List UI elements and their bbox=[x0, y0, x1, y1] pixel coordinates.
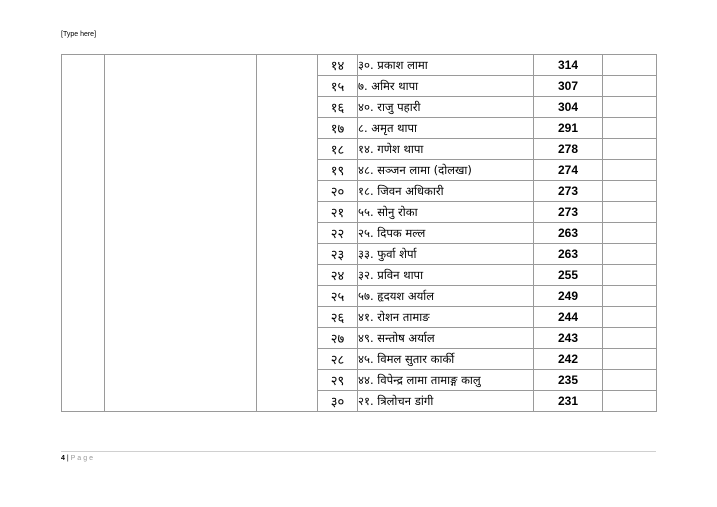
rank-cell: १७ bbox=[318, 118, 358, 139]
blank-cell bbox=[603, 76, 657, 97]
blank-cell bbox=[603, 223, 657, 244]
candidate-name-cell: १८. जिवन अधिकारी bbox=[358, 181, 534, 202]
votes-cell: 274 bbox=[534, 160, 603, 181]
blank-cell bbox=[603, 181, 657, 202]
blank-cell bbox=[603, 391, 657, 412]
rank-cell: १५ bbox=[318, 76, 358, 97]
empty-column-1 bbox=[62, 55, 105, 412]
votes-cell: 307 bbox=[534, 76, 603, 97]
candidate-name-cell: ४८. सञ्जन लामा (दोलखा) bbox=[358, 160, 534, 181]
votes-cell: 273 bbox=[534, 202, 603, 223]
votes-cell: 278 bbox=[534, 139, 603, 160]
empty-column-3 bbox=[257, 55, 318, 412]
page-footer bbox=[61, 455, 95, 462]
candidate-name-cell: ४१. रोशन तामाङ bbox=[358, 307, 534, 328]
rank-cell: १४ bbox=[318, 55, 358, 76]
votes-cell: 235 bbox=[534, 370, 603, 391]
rank-cell: १६ bbox=[318, 97, 358, 118]
rank-cell: २१ bbox=[318, 202, 358, 223]
candidate-name-cell: ४९. सन्तोष अर्याल bbox=[358, 328, 534, 349]
blank-cell bbox=[603, 160, 657, 181]
blank-cell bbox=[603, 97, 657, 118]
rank-cell: २७ bbox=[318, 328, 358, 349]
candidate-name-cell: ३२. प्रविन थापा bbox=[358, 265, 534, 286]
rank-cell: २४ bbox=[318, 265, 358, 286]
candidate-name-cell: २१. त्रिलोचन डांगी bbox=[358, 391, 534, 412]
votes-cell: 243 bbox=[534, 328, 603, 349]
rank-cell: २६ bbox=[318, 307, 358, 328]
blank-cell bbox=[603, 202, 657, 223]
footer-divider bbox=[61, 451, 656, 452]
empty-column-2 bbox=[105, 55, 257, 412]
rank-cell: २२ bbox=[318, 223, 358, 244]
blank-cell bbox=[603, 370, 657, 391]
votes-cell: 263 bbox=[534, 244, 603, 265]
votes-cell: 249 bbox=[534, 286, 603, 307]
votes-cell: 263 bbox=[534, 223, 603, 244]
rank-cell: १९ bbox=[318, 160, 358, 181]
blank-cell bbox=[603, 307, 657, 328]
blank-cell bbox=[603, 139, 657, 160]
blank-cell bbox=[603, 55, 657, 76]
candidate-name-cell: ५५. सोनु रोका bbox=[358, 202, 534, 223]
candidate-name-cell: ७. अमिर थापा bbox=[358, 76, 534, 97]
rank-cell: २८ bbox=[318, 349, 358, 370]
votes-cell: 244 bbox=[534, 307, 603, 328]
votes-cell: 231 bbox=[534, 391, 603, 412]
rank-cell: २३ bbox=[318, 244, 358, 265]
votes-cell: 304 bbox=[534, 97, 603, 118]
results-table-body bbox=[62, 55, 657, 412]
candidate-name-cell: ५७. हृदयश अर्याल bbox=[358, 286, 534, 307]
votes-cell: 273 bbox=[534, 181, 603, 202]
candidate-name-cell: २५. दिपक मल्ल bbox=[358, 223, 534, 244]
footer-separator: | bbox=[66, 455, 69, 462]
blank-cell bbox=[603, 328, 657, 349]
candidate-name-cell: ३०. प्रकाश लामा bbox=[358, 55, 534, 76]
blank-cell bbox=[603, 118, 657, 139]
blank-cell bbox=[603, 349, 657, 370]
candidate-name-cell: ४५. विमल सुतार कार्की bbox=[358, 349, 534, 370]
candidate-name-cell: १४. गणेश थापा bbox=[358, 139, 534, 160]
candidate-name-cell: ४०. राजु पहारी bbox=[358, 97, 534, 118]
rank-cell: ३० bbox=[318, 391, 358, 412]
blank-cell bbox=[603, 265, 657, 286]
candidate-name-cell: ८. अमृत थापा bbox=[358, 118, 534, 139]
votes-cell: 291 bbox=[534, 118, 603, 139]
blank-cell bbox=[603, 244, 657, 265]
candidate-name-cell: ३३. फुर्वा शेर्पा bbox=[358, 244, 534, 265]
page-number: 4 bbox=[61, 455, 65, 462]
candidate-name-cell: ४४. विपेन्द्र लामा तामाङ्ग कालु bbox=[358, 370, 534, 391]
rank-cell: २९ bbox=[318, 370, 358, 391]
rank-cell: १८ bbox=[318, 139, 358, 160]
header-note: [Type here] bbox=[61, 31, 97, 38]
votes-cell: 314 bbox=[534, 55, 603, 76]
results-table bbox=[61, 54, 657, 412]
votes-cell: 242 bbox=[534, 349, 603, 370]
table-row bbox=[62, 55, 657, 76]
votes-cell: 255 bbox=[534, 265, 603, 286]
rank-cell: २० bbox=[318, 181, 358, 202]
blank-cell bbox=[603, 286, 657, 307]
page-label: Page bbox=[70, 455, 95, 462]
rank-cell: २५ bbox=[318, 286, 358, 307]
